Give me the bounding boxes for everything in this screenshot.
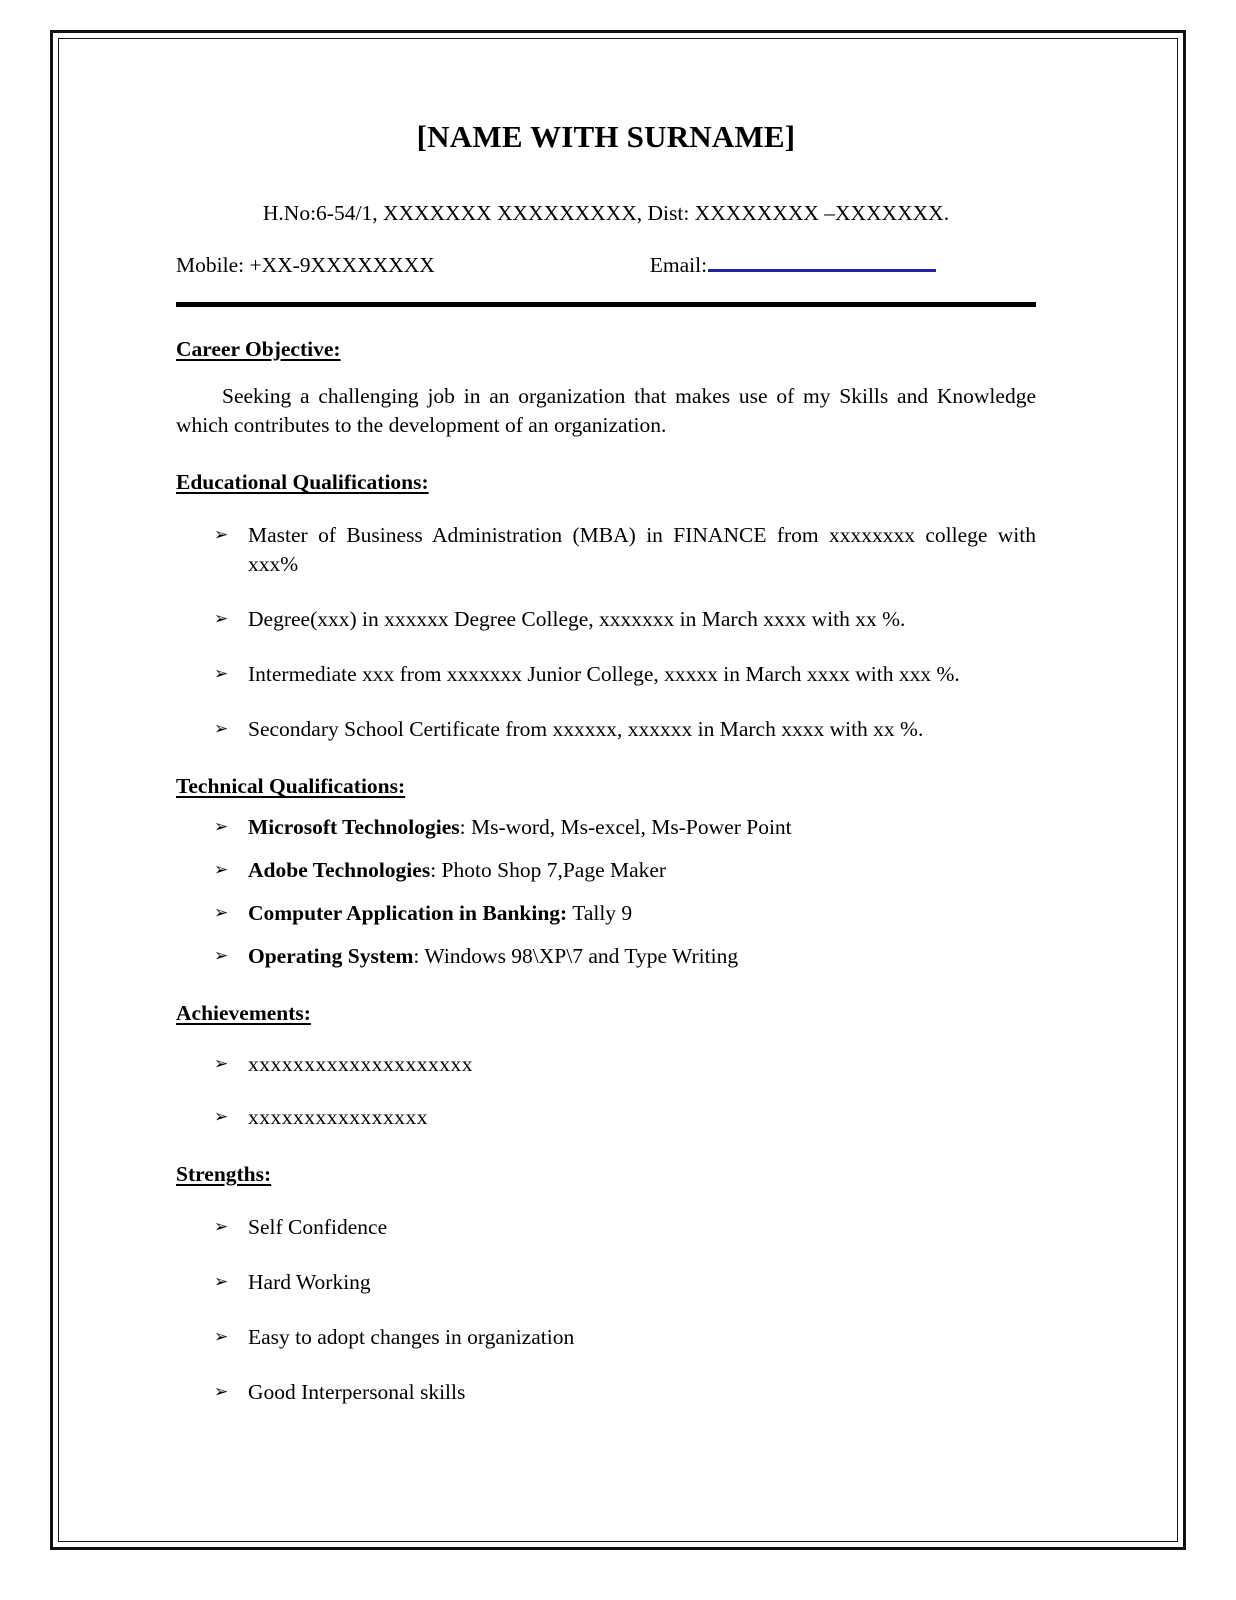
contact-row [176, 253, 1036, 278]
achievements-list [176, 1050, 1036, 1132]
skill-label: Computer Application in Banking: [248, 901, 568, 926]
arrow-bullet-icon: ➢ [214, 860, 229, 881]
list-item-text [248, 899, 1036, 928]
list-item-text: Degree(xxx) in xxxxxx Degree College, xxxxxxx in March xxxx with xx %. [248, 607, 906, 632]
list-item-text: Easy to adopt changes in organization [248, 1325, 575, 1350]
arrow-bullet-icon: ➢ [214, 1382, 229, 1403]
skill-value: : Photo Shop 7,Page Maker [430, 858, 667, 883]
section-heading-educational-qualifications: Educational Qualifications: [176, 470, 429, 494]
list-item-text: Intermediate xxx from xxxxxxx Junior College, xxxxx in March xxxx with xxx %. [248, 662, 960, 687]
list-item-text [248, 813, 1036, 842]
arrow-bullet-icon: ➢ [214, 1107, 229, 1128]
arrow-bullet-icon: ➢ [214, 946, 229, 967]
list-item [176, 813, 1036, 842]
mobile-number: Mobile: +XX-9XXXXXXXX [176, 252, 435, 277]
skill-label: Operating System [248, 944, 414, 969]
skill-label: Microsoft Technologies [248, 815, 460, 840]
arrow-bullet-icon: ➢ [214, 1054, 229, 1075]
list-item [176, 1268, 1036, 1297]
list-item-text [248, 942, 1036, 971]
list-item [176, 1103, 1036, 1132]
email-block [650, 253, 936, 278]
educational-qualifications-list [176, 521, 1036, 744]
arrow-bullet-icon: ➢ [214, 609, 229, 630]
arrow-bullet-icon: ➢ [214, 1327, 229, 1348]
list-item [176, 521, 1036, 579]
list-item-text: Self Confidence [248, 1215, 388, 1240]
list-item-text: xxxxxxxxxxxxxxxx [248, 1105, 428, 1130]
list-item [176, 899, 1036, 928]
list-item [176, 1323, 1036, 1352]
list-item [176, 1378, 1036, 1407]
arrow-bullet-icon: ➢ [214, 525, 229, 545]
header-divider [176, 302, 1036, 307]
list-item [176, 605, 1036, 634]
skill-value: : Ms-word, Ms-excel, Ms-Power Point [459, 815, 792, 840]
technical-qualifications-list [176, 813, 1036, 971]
list-item-text: Good Interpersonal skills [248, 1380, 466, 1405]
address-line: H.No:6-54/1, XXXXXXX XXXXXXXXX, Dist: XXXXXXXX –XXXXXXX. [262, 201, 950, 226]
section-heading-technical-qualifications: Technical Qualifications: [176, 774, 406, 799]
list-item-text: Hard Working [248, 1270, 371, 1295]
resume-document [176, 120, 1036, 1407]
arrow-bullet-icon: ➢ [214, 1272, 229, 1293]
skill-label: Adobe Technologies [248, 858, 431, 883]
list-item [176, 856, 1036, 885]
email-link[interactable] [708, 254, 936, 272]
list-item [176, 1213, 1036, 1242]
list-item [176, 715, 1036, 744]
skill-value: : Windows 98\XP\7 and Type Writing [413, 944, 739, 969]
page-title: [NAME WITH SURNAME] [416, 119, 796, 154]
arrow-bullet-icon: ➢ [214, 1217, 229, 1238]
list-item [176, 942, 1036, 971]
skill-value: Tally 9 [567, 901, 633, 926]
list-item [176, 660, 1036, 689]
arrow-bullet-icon: ➢ [214, 903, 229, 924]
list-item-text: xxxxxxxxxxxxxxxxxxxx [248, 1052, 473, 1077]
strengths-list [176, 1213, 1036, 1407]
list-item-text [248, 856, 1036, 885]
email-label: Email: [649, 252, 708, 277]
list-item [176, 1050, 1036, 1079]
arrow-bullet-icon: ➢ [214, 719, 229, 740]
arrow-bullet-icon: ➢ [214, 817, 229, 838]
list-item-text: Master of Business Administration (MBA) in FINANCE from xxxxxxxx college with xxx% [248, 523, 1036, 577]
section-heading-strengths: Strengths: [176, 1162, 272, 1187]
arrow-bullet-icon: ➢ [214, 664, 229, 685]
career-objective-text: Seeking a challenging job in an organization that makes use of my Skills and Knowledge which contributes to the development of an organization. [176, 383, 1036, 437]
section-heading-career-objective: Career Objective: [176, 336, 341, 361]
list-item-text: Secondary School Certificate from xxxxxx, xxxxxx in March xxxx with xx %. [248, 717, 924, 742]
section-heading-achievements: Achievements: [176, 1001, 311, 1026]
